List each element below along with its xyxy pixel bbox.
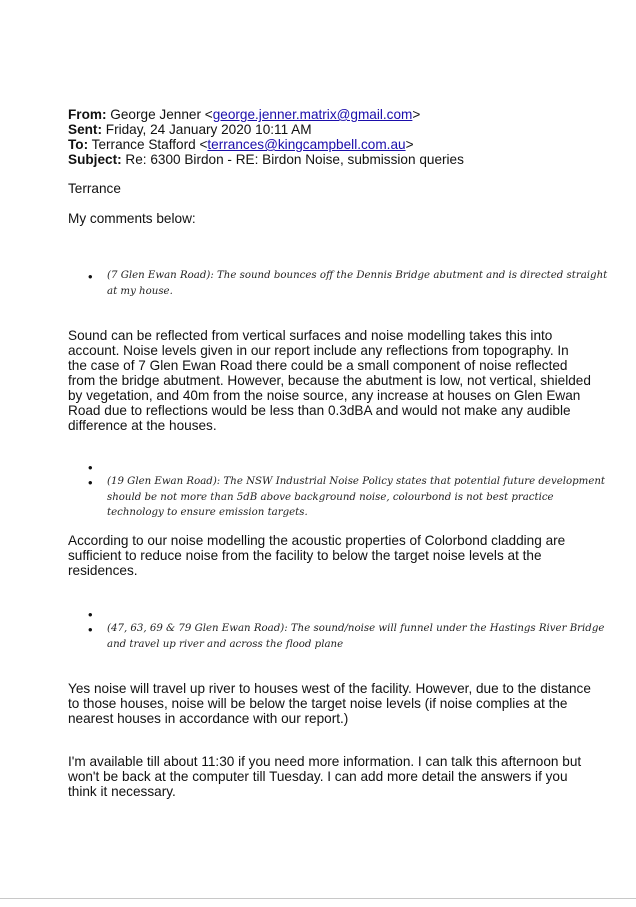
quote-line: should be not more than 5dB above background noise, colourbond is not best practice (107, 491, 554, 503)
reply-line: Road due to reflections would be less than 0.3dBA and would not make any audible (68, 403, 571, 418)
bullet-icon: • (88, 460, 93, 475)
quote-line: (19 Glen Ewan Road): The NSW Industrial Noise Policy states that potential future development (107, 476, 606, 487)
quoted-comment-1 (107, 268, 608, 299)
closing-line: won't be back at the computer till Tuesday. I can add more detail the answers if you (68, 769, 568, 784)
reply-paragraph-3 (68, 681, 591, 726)
from-email-link[interactable]: george.jenner.matrix@gmail.com (212, 107, 413, 122)
closing-line: think it necessary. (68, 784, 176, 799)
quote-line: at my house. (107, 285, 173, 297)
subject-label: Subject: (68, 152, 122, 167)
greeting: Terrance (68, 181, 121, 196)
reply-line: Sound can be reflected from vertical surfaces and noise modelling takes this into (68, 328, 553, 343)
subject-line (68, 152, 578, 167)
sent-value: Friday, 24 January 2020 10:11 AM (105, 122, 312, 137)
bullet-icon: • (88, 607, 93, 622)
closing-paragraph (68, 754, 582, 799)
quote-line: (7 Glen Ewan Road): The sound bounces off the Dennis Bridge abutment and is directed straight (107, 270, 608, 281)
reply-line: difference at the houses. (68, 418, 217, 433)
from-close: > (412, 107, 421, 122)
reply-line: sufficient to reduce noise from the facility to below the target noise levels at the (68, 548, 542, 563)
reply-line: account. Noise levels given in our report include any reflections from topography. In (68, 343, 569, 358)
reply-paragraph-2 (68, 533, 573, 578)
reply-line: residences. (68, 563, 138, 578)
reply-paragraph-1 (68, 328, 591, 433)
from-label: From: (68, 107, 107, 122)
reply-line: from the bridge abutment. However, because the abutment is low, not vertical, shielded (68, 373, 591, 388)
quote-line: and travel up river and across the flood plane (107, 638, 344, 650)
reply-line: Yes noise will travel up river to houses west of the facility. However, due to the distance (68, 681, 591, 696)
to-name: Terrance Stafford < (91, 137, 208, 152)
intro-text: My comments below: (68, 211, 196, 226)
reply-line: According to our noise modelling the acoustic properties of Colorbond cladding are (68, 533, 566, 548)
from-line (68, 107, 578, 122)
bullet-icon: • (88, 269, 93, 284)
quoted-comment-2 (107, 474, 606, 521)
sent-line (68, 122, 578, 137)
page-bottom-rule (0, 898, 636, 899)
to-line (68, 137, 578, 152)
quote-line: technology to ensure emission targets. (107, 507, 308, 518)
reply-line: to those houses, noise will be below the target noise levels (if noise complies at the (68, 696, 568, 711)
reply-line: the case of 7 Glen Ewan Road there could be a small component of noise reflected (68, 358, 568, 373)
to-label: To: (68, 137, 89, 152)
to-close: > (405, 137, 414, 152)
bullet-icon: • (88, 622, 93, 637)
subject-value: Re: 6300 Birdon - RE: Birdon Noise, submission queries (125, 152, 464, 167)
bullet-icon: • (88, 475, 93, 490)
to-email-link[interactable]: terrances@kingcampbell.com.au (207, 137, 406, 152)
quote-line: (47, 63, 69 & 79 Glen Ewan Road): The sound/noise will funnel under the Hastings River Bridge (107, 623, 605, 634)
closing-line: I'm available till about 11:30 if you need more information. I can talk this afternoon but (68, 754, 582, 769)
reply-line: by vegetation, and 40m from the noise source, any increase at houses on Glen Ewan (68, 388, 581, 403)
reply-line: nearest houses in accordance with our report.) (68, 711, 349, 726)
quoted-comment-3 (107, 621, 605, 652)
sent-label: Sent: (68, 122, 102, 137)
from-name: George Jenner < (110, 107, 213, 122)
